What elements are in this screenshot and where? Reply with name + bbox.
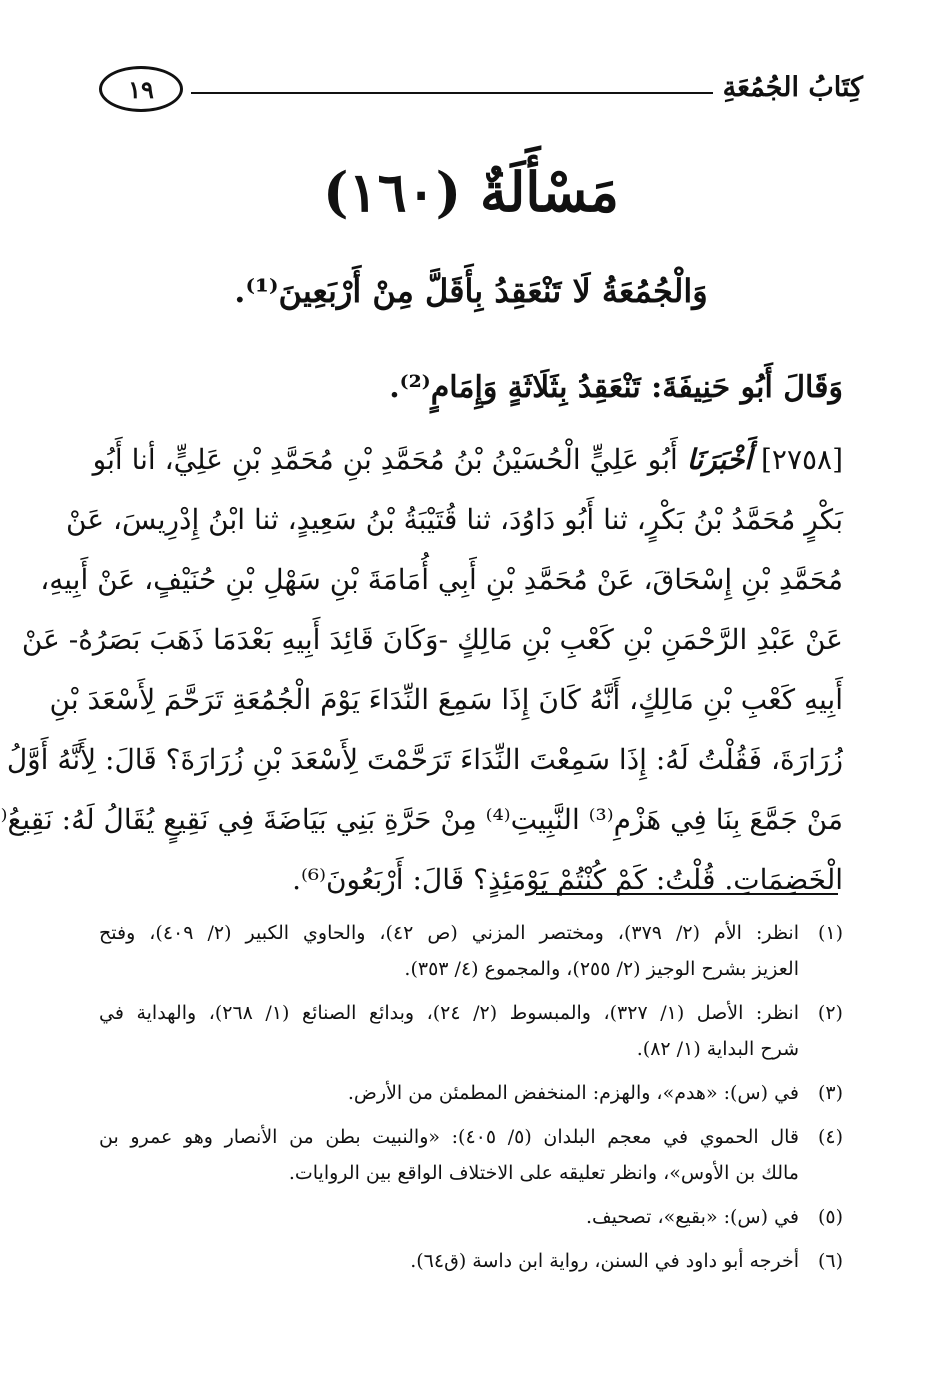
footnote-line [100,1243,844,1279]
hadith-line: الْخَضِمَاتِ. قُلْتُ: كَمْ كُنْتُمْ يَوْمَئِذٍ؟ قَالَ: أَرْبَعُونَ⁽⁶⁾. [293,863,844,896]
footnote-text: مالك بن الأوس»، وانظر تعليقه على الاختلاف الواقع بين الروايات. [289,1162,800,1184]
hadith-line: أَبِيهِ كَعْبِ بْنِ مَالِكٍ، أَنَّهُ كَانَ إِذَا سَمِعَ النِّدَاءَ يَوْمَ الْجُمُعَةِ تَرَحَّمَ لِأَسْعَدَ بْنِ [50,683,844,716]
hadith-line: زُرَارَةَ، فَقُلْتُ لَهُ: إِذَا سَمِعْتَ النِّدَاءَ تَرَحَّمْتَ لِأَسْعَدَ بْنِ زُرَارَةَ؟ قَالَ: لِأَنَّهُ أَوَّلُ [7,743,844,776]
footnotes [100,915,844,1279]
footnote-text: شرح البداية (١/ ٨٢). [637,1038,800,1060]
footnote-line [100,995,844,1031]
hadith-text [1,430,844,910]
header-rule [192,92,714,94]
hadith-number: [٢٧٥٨] [761,443,844,476]
footnote-number: (٤) [818,1126,844,1148]
footnote-line [100,1199,844,1235]
footnote-text: انظر: الأصل (١/ ٣٢٧)، والمبسوط (٢/ ٢٤)، وبدائع الصنائع (١/ ٢٦٨)، والهداية في [100,1002,800,1024]
running-title: كِتَابُ الجُمُعَةِ [723,72,864,103]
hadith-line [93,430,844,490]
footnote-line [100,1075,844,1111]
footnote-number: (٥) [818,1206,844,1228]
footnote-line [100,951,844,987]
hanafi-view: وَقَالَ أَبُو حَنِيفَةَ: تَنْعَقِدُ بِثَلَاثَةٍ وَإِمَامٍ⁽²⁾. [390,370,844,405]
footnote-text: أخرجه أبو داود في السنن، رواية ابن داسة (ق٦٤). [411,1250,800,1272]
page-number: ١٩ [100,66,184,112]
hadith-line: عَنْ عَبْدِ الرَّحْمَنِ بْنِ كَعْبِ بْنِ مَالِكٍ -وَكَانَ قَائِدَ أَبِيهِ بَعْدَمَا ذَهَبَ بَصَرُهُ- عَنْ [22,623,844,656]
footnote-text: في (س): «هدم»، والهزم: المنخفض المطمئن من الأرض. [348,1082,800,1104]
hadith-line: بَكْرٍ مُحَمَّدُ بْنُ بَكْرٍ، ثنا أَبُو دَاوُدَ، ثنا قُتَيْبَةُ بْنُ سَعِيدٍ، ثنا ابْنُ إِدْرِيسَ، عَنْ [67,503,844,536]
masala-statement: وَالْجُمُعَةُ لَا تَنْعَقِدُ بِأَقَلَّ مِنْ أَرْبَعِينَ⁽¹⁾. [235,272,709,310]
footnote-number: (٢) [818,1002,844,1024]
footnote-line [100,915,844,951]
footnote-text: العزيز بشرح الوجيز (٢/ ٢٥٥)، والمجموع (٤/ ٣٥٣). [405,958,800,980]
footnote-text: قال الحموي في معجم البلدان (٥/ ٤٠٥): «والنبيت بطن من الأنصار وهو عمرو بن [100,1126,800,1148]
footnote-text: انظر: الأم (٢/ ٣٧٩)، ومختصر المزني (ص ٤٢)، والحاوي الكبير (٢/ ٤٠٩)، وفتح [100,922,800,944]
footnote-line [100,1155,844,1191]
hadith-line: مَنْ جَمَّعَ بِنَا فِي هَزْمِ⁽³⁾ النَّبِيتِ⁽⁴⁾ مِنْ حَرَّةِ بَنِي بَيَاضَةَ فِي نَقِيعٍ يُقَالُ لَهُ: نَقِيعُ⁽ [1,803,844,836]
hadith-line-text: أَبُو عَلِيٍّ الْحُسَيْنُ بْنُ مُحَمَّدِ بْنِ مُحَمَّدِ بْنِ عَلِيٍّ، أنا أَبُو [93,443,679,476]
footnote-text: في (س): «بقيع»، تصحيف. [586,1206,800,1228]
hadith-line: مُحَمَّدِ بْنِ إِسْحَاقَ، عَنْ مُحَمَّدِ بْنِ أَبِي أُمَامَةَ بْنِ سَهْلِ بْنِ حُنَيْفٍ، عَنْ أَبِيهِ، [41,563,844,596]
footnote-number: (١) [818,922,844,944]
footnote-line [100,1031,844,1067]
footnote-number: (٦) [818,1250,844,1272]
footnote-separator [537,893,839,895]
akhbarana-label: أَخْبَرَنَا [687,443,754,476]
footnote-number: (٣) [818,1082,844,1104]
page-header [100,66,864,122]
footnote-line [100,1119,844,1155]
masala-title: مَسْأَلَةٌ (١٦٠) [324,160,620,224]
